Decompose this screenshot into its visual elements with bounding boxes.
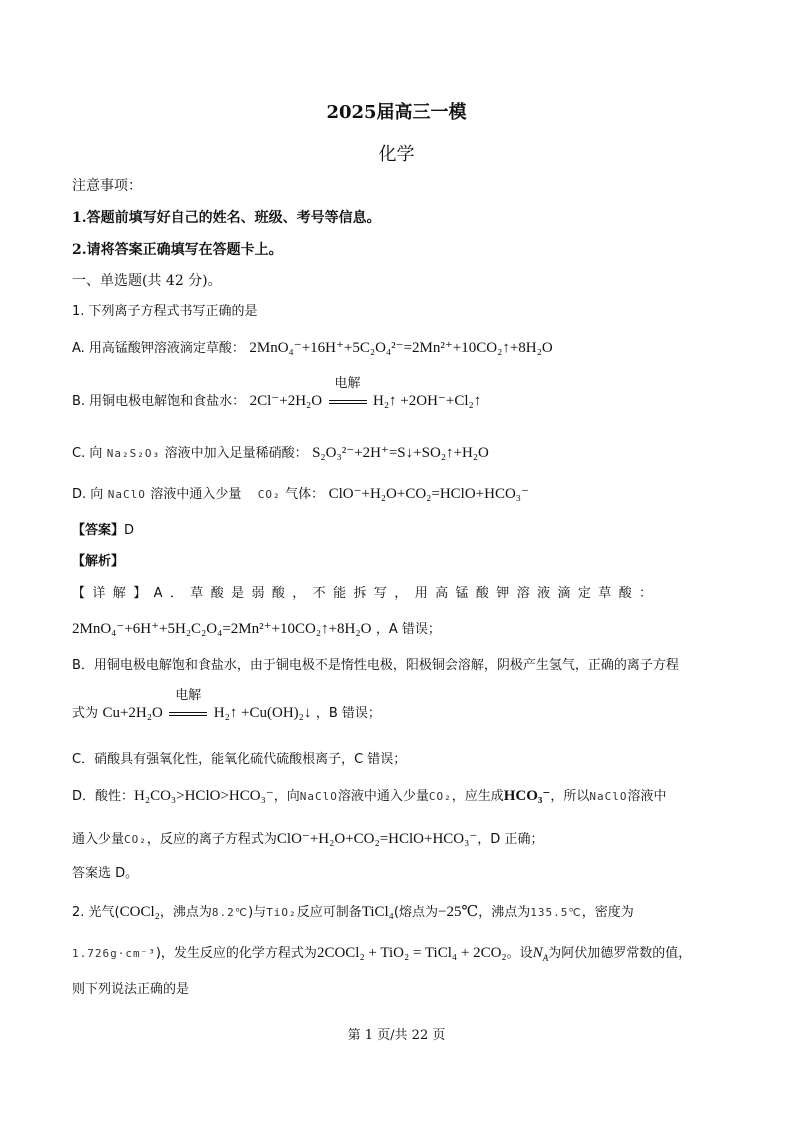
- q2-l2-b: 。设: [506, 946, 533, 961]
- detail-a-formula: 2MnO₄⁻+6H⁺+5H₂C₂O₄=2Mn²⁺+10CO₂↑+8H₂O: [72, 621, 372, 637]
- detail-b-prefix: 式为: [72, 706, 99, 721]
- q1-option-a-label: A. 用高锰酸钾溶液滴定草酸：: [72, 341, 245, 356]
- detail-d-mid4: ，所以: [550, 789, 590, 804]
- q2-na: N: [532, 945, 543, 961]
- q2-tio2: TiO₂: [266, 906, 297, 919]
- detail-d-mid5: 溶液中: [627, 789, 667, 804]
- condition-text: 电解: [334, 376, 361, 391]
- q1-option-a: [72, 338, 553, 359]
- section-heading: 一、单选题(共 42 分)。: [72, 273, 222, 289]
- question-2-line-3: 则下列说法正确的是: [72, 982, 190, 997]
- answer-value: D: [124, 523, 135, 538]
- q2-l1-b: ，沸点为: [159, 905, 212, 920]
- detail-a-line-1: 【详解】A．草酸是弱酸，不能拆写，用高锰酸钾溶液滴定草酸：: [72, 586, 660, 601]
- question-1-stem: 1. 下列离子方程式书写正确的是: [72, 304, 258, 319]
- detail-d2-mid: ，反应的离子方程式为: [146, 832, 277, 847]
- q1-option-b-right: H₂↑ +2OH⁻+Cl₂↑: [373, 393, 482, 409]
- page-footer: 第 1 页/共 22 页: [347, 1028, 446, 1043]
- q1-option-d: [72, 484, 529, 505]
- question-2-line-2: [72, 943, 691, 968]
- q1-option-c: [72, 443, 489, 464]
- q1-option-d-label-b: 溶液中通入少量: [150, 487, 242, 502]
- detail-d-prefix: D．酸性：: [72, 789, 135, 804]
- detail-d2-formula: ClO⁻+H₂O+CO₂=HClO+HCO₃⁻: [276, 831, 478, 847]
- analysis-label: 【解析】: [72, 554, 125, 569]
- q2-l1-f: ，沸点为: [478, 905, 531, 920]
- q2-mp: −25℃: [438, 904, 479, 920]
- q1-option-d-label-a: D. 向: [72, 487, 104, 502]
- detail-d-mid2: 溶液中通入少量: [337, 789, 429, 804]
- question-2-line-1: [72, 902, 634, 923]
- detail-b-line-1: B．用铜电极电解饱和食盐水，由于铜电极不是惰性电极，阳极铜会溶解，阴极产生氢气，正确的离子方程: [72, 658, 679, 673]
- answer-label: 【答案】: [72, 523, 125, 538]
- q2-na-sub: A: [542, 953, 549, 963]
- detail-d2-end: ，D 正确；: [477, 832, 544, 847]
- q2-l1-g: ，密度为: [581, 905, 634, 920]
- detail-d-reagent2: NaClO: [589, 790, 628, 803]
- notice-item-2: 2.请将答案正确填写在答题卡上。: [72, 242, 283, 258]
- detail-d-mid3: ，应生成: [451, 789, 504, 804]
- q1-option-a-formula: 2MnO₄⁻+16H⁺+5C₂O₄²⁻=2Mn²⁺+10CO₂↑+8H₂O: [249, 340, 553, 356]
- q1-option-b: [72, 376, 482, 412]
- detail-a-line-2: [72, 619, 441, 640]
- exam-title: 2025届高三一模: [326, 102, 467, 123]
- detail-a-end: ，A 错误；: [375, 622, 441, 637]
- q2-l1-a: 2. 光气(: [72, 905, 120, 920]
- detail-d2-gas: CO₂: [124, 833, 147, 846]
- q1-option-d-formula: ClO⁻+H₂O+CO₂=HClO+HCO₃⁻: [328, 486, 529, 502]
- notice-heading: 注意事项：: [72, 178, 142, 194]
- q2-l2-c: 为阿伏加德罗常数的值，: [548, 946, 692, 961]
- answer-line: [72, 521, 134, 541]
- q2-l2-a: )，发生反应的化学方程式为: [155, 946, 317, 961]
- detail-b-line-2: [72, 688, 381, 724]
- q1-option-d-gas: CO₂: [257, 488, 281, 501]
- q1-option-c-label-a: C. 向: [72, 446, 103, 461]
- detail-b-left: Cu+2H₂O: [102, 705, 163, 721]
- detail-d-product: HCO₃⁻: [503, 788, 551, 804]
- double-line-arrow: [329, 400, 367, 404]
- detail-d-reagent1: NaClO: [299, 790, 338, 803]
- q2-ticl4: TiCl₄: [361, 904, 394, 920]
- subject-title: 化学: [378, 144, 415, 165]
- electrolysis-condition-2: [169, 688, 207, 724]
- detail-d-gas1: CO₂: [428, 790, 452, 803]
- q2-cocl2: COCl₂: [119, 904, 160, 920]
- q1-option-c-reagent: Na₂S₂O₃: [106, 447, 161, 460]
- condition-text-2: 电解: [175, 688, 202, 703]
- q2-l1-d: 反应可制备: [296, 905, 362, 920]
- double-line-arrow-2: [169, 712, 207, 716]
- detail-b-end: ，B 错误；: [315, 706, 381, 721]
- q2-density: 1.726g·cm⁻³: [72, 947, 156, 960]
- detail-d-mid1: ，向: [273, 789, 300, 804]
- q1-option-c-label-b: 溶液中加入足量稀硝酸：: [164, 446, 308, 461]
- detail-d-line-1: [72, 786, 667, 807]
- q2-equation: 2COCl₂ + TiO₂ = TiCl₄ + 2CO₂: [316, 945, 507, 961]
- q1-option-d-reagent: NaClO: [107, 488, 146, 501]
- q2-na-symbol: [533, 945, 549, 961]
- q1-option-b-left: 2Cl⁻+2H₂O: [249, 393, 323, 409]
- q1-option-d-label-c: 气体：: [285, 487, 325, 502]
- notice-item-1: 1.答题前填写好自己的姓名、班级、考号等信息。: [72, 210, 381, 226]
- q1-option-b-label: B. 用铜电极电解饱和食盐水：: [72, 394, 246, 409]
- detail-d-line-2: [72, 829, 543, 850]
- detail-d2-prefix: 通入少量: [72, 832, 125, 847]
- q2-bp: 8.2℃: [211, 906, 249, 919]
- detail-d-acid: H₂CO₃>HClO>HCO₃⁻: [134, 788, 274, 804]
- detail-b-right: H₂↑ +Cu(OH)₂↓: [213, 705, 312, 721]
- q2-bp2: 135.5℃: [530, 906, 582, 919]
- detail-c-line: C．硝酸具有强氧化性，能氧化硫代硫酸根离子，C 错误；: [72, 752, 407, 767]
- electrolysis-condition: [329, 376, 367, 412]
- detail-conclusion: 答案选 D。: [72, 866, 139, 881]
- q1-option-c-formula: S₂O₃²⁻+2H⁺=S↓+SO₂↑+H₂O: [312, 445, 489, 461]
- q2-l1-c: )与: [248, 905, 267, 920]
- q2-l1-e: (熔点为: [393, 905, 438, 920]
